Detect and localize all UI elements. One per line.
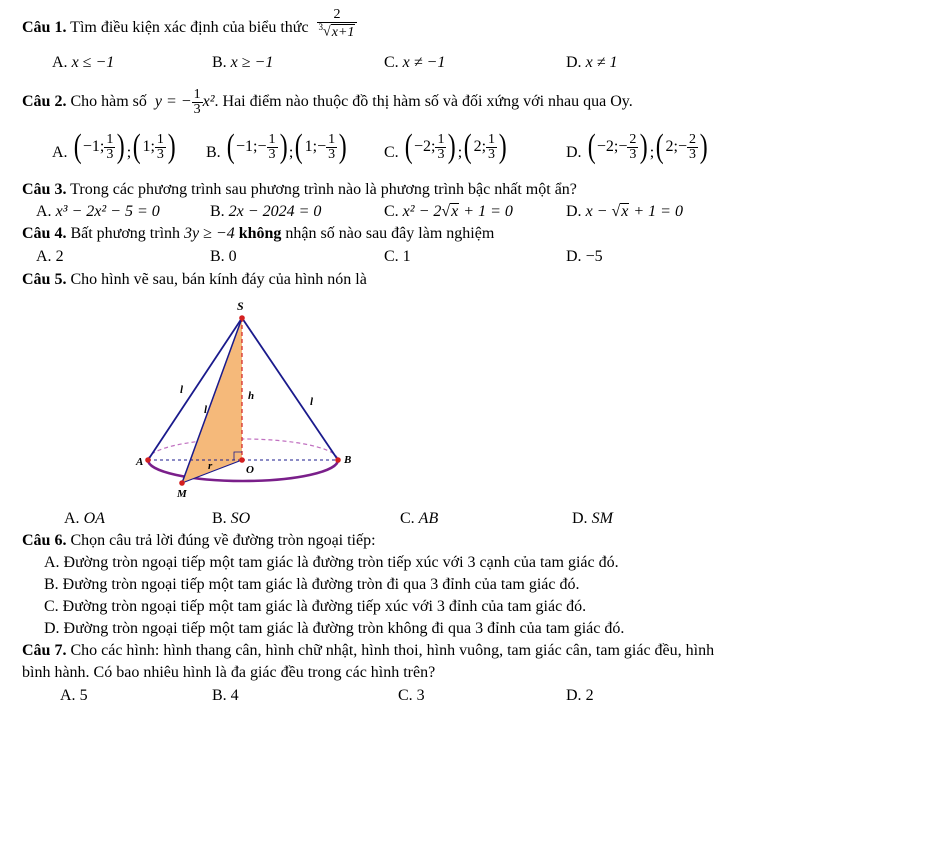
q1-fraction [317,8,358,41]
point-2: ( 2; − $\frac{2}{3}$ ) [655,128,708,165]
q4-option-d[interactable] [566,247,603,267]
point-1: ( −2; − $\frac{2}{3}$ ) [587,128,649,165]
label-l-mid: l [204,404,208,416]
label-h: h [248,390,255,402]
option-text: SM [591,510,613,527]
point-a [145,457,151,463]
frac-num: 1 [437,131,445,147]
frac-den: 3 [688,146,696,162]
q4-ineq: 3y ≥ −4 [184,225,235,242]
q4-label: Câu 4. [22,225,67,242]
q1-option-d[interactable] [566,53,617,73]
option-text: x ≤ −1 [71,54,115,71]
option-radicand: x [451,203,459,220]
label-s: S [237,299,244,313]
option-radicand: x [621,203,629,220]
label-b: B [344,454,352,466]
option-letter: A. [52,144,68,161]
option-text: x ≠ 1 [585,54,618,71]
option-text: x ≠ −1 [402,54,446,71]
q3-label: Câu 3. [22,181,67,198]
q1-root-index: 3 [318,22,324,32]
label-a: A [136,456,144,468]
option-letter: B. [212,510,227,527]
sign: − [618,138,628,155]
option-letter: D. [566,248,582,265]
q2-func-lhs: y = − [154,93,192,111]
coord-x: 2; [473,138,487,155]
option-text: 2x − 2024 = 0 [228,203,322,220]
option-letter: D. [572,510,588,527]
q1-label: Câu 1. [22,19,67,36]
q5-option-c[interactable] [400,509,438,529]
q3-text: Trong các phương trình sau phương trình nào là phương trình bậc nhất một ẩn? [70,181,577,198]
coord-x: 1; [142,138,155,155]
q7-option-d[interactable] [566,686,594,706]
q5-text: Cho hình vẽ sau, bán kính đáy của hình nón là [70,271,367,288]
option-pre: x − [585,203,612,220]
q7-line1: Cho các hình: hình thang cân, hình chữ nhật, hình thoi, hình vuông, tam giác cân, tam giác đều, hình [70,642,715,659]
point-1: ( −2; $\frac{1}{3}$ ) [404,128,457,165]
option-text: OA [83,510,105,527]
cone-base-back [148,439,338,460]
option-post: + 1 = 0 [629,203,683,220]
point-s [239,315,245,321]
point-o [239,457,245,463]
option-letter: B. [212,687,227,704]
option-letter: D. [566,54,582,71]
q2-text-before: Cho hàm số [70,93,147,111]
q4-option-b[interactable] [210,247,237,267]
option-letter: A. [64,510,80,527]
point-1: ( −1; − $\frac{1}{3}$ ) [226,128,288,165]
point-b [335,457,341,463]
coord-x: −2; [596,138,619,155]
frac-den: 3 [156,146,164,162]
cone-base-front [148,460,338,481]
q2-option-c[interactable] [384,128,508,165]
q6-option-b[interactable]: B. Đường tròn ngoại tiếp một tam giác là đường tròn đi qua 3 đỉnh của tam giác đó. [44,576,580,593]
point-1: ( −1; $\frac{1}{3}$ ) [73,128,125,165]
q5-option-a[interactable] [64,509,105,529]
q2-func-rhs: x² [202,93,215,111]
sign: − [257,138,267,155]
q5-stem [22,270,367,290]
frac-den: 3 [629,146,637,162]
label-r: r [208,460,213,472]
q5-option-b[interactable] [212,509,250,529]
coord-x: −1; [82,138,105,155]
option-text: 4 [230,687,239,704]
q1-option-c[interactable] [384,53,445,73]
option-text: 1 [402,248,411,265]
sign: − [317,138,327,155]
q2-option-a[interactable] [52,128,177,165]
q3-option-a[interactable] [36,202,160,222]
q4-option-a[interactable] [36,247,64,267]
q4-stem [22,224,494,244]
separator: ; [288,144,294,161]
q4-text-before: Bất phương trình [70,225,181,242]
option-text: x ≥ −1 [230,54,274,71]
coord-x: −2; [414,138,436,155]
label-m: M [177,488,187,500]
q6-stem [22,531,376,551]
option-letter: A. [36,248,52,265]
q2-label: Câu 2. [22,93,67,111]
q3-stem [22,180,577,200]
q7-option-a[interactable] [60,686,88,706]
separator: ; [457,144,463,161]
frac-num: 1 [488,131,496,147]
point-m [179,480,185,486]
q1-option-b[interactable] [212,53,273,73]
sign: − [677,138,687,155]
option-letter: B. [212,54,227,71]
option-letter: C. [398,687,413,704]
option-pre: x² − 2 [402,203,442,220]
option-text: 2 [585,687,594,704]
option-text: 5 [79,687,88,704]
q6-option-a[interactable]: A. Đường tròn ngoại tiếp một tam giác là đường tròn tiếp xúc với 3 cạnh của tam giác đó. [44,554,619,571]
option-text: AB [418,510,439,527]
option-letter: D. [566,203,582,220]
option-letter: C. [400,510,415,527]
option-letter: D. [566,687,582,704]
q7-label: Câu 7. [22,642,67,659]
point-2: ( 1; − $\frac{1}{3}$ ) [294,128,347,165]
option-letter: B. [210,203,225,220]
frac-num: 1 [268,131,276,147]
frac-den: 3 [488,146,496,162]
option-letter: A. [52,54,68,71]
q3-option-c[interactable]: C. x² − 2√x + 1 = 0 [384,203,513,220]
option-letter: C. [384,144,399,161]
q3-option-b[interactable] [210,202,321,222]
q5-label: Câu 5. [22,271,67,288]
frac-num: 1 [106,131,114,147]
option-text: x³ − 2x² − 5 = 0 [55,203,160,220]
coord-x: 2; [665,138,678,155]
q4-text-after: nhận số nào sau đây làm nghiệm [285,225,495,242]
q6-option-d[interactable]: D. Đường tròn ngoại tiếp một tam giác là đường tròn không đi qua 3 đỉnh của tam giác đó. [44,620,625,637]
q1-frac-den: $^3$√x+1 [318,22,355,40]
frac-den: 3 [106,146,114,162]
option-text: −5 [585,248,603,265]
point-2: ( 1; $\frac{1}{3}$ ) [132,128,176,165]
frac-den: 3 [328,146,336,162]
q6-option-c[interactable]: C. Đường tròn ngoại tiếp một tam giác là đường tiếp xúc với 3 đỉnh của tam giác đó. [44,598,587,615]
option-text: 3 [416,687,425,704]
option-post: + 1 = 0 [459,203,513,220]
q7-stem-line2: bình hành. Có bao nhiêu hình là đa giác đều trong các hình trên? [22,664,436,681]
q2-text-after: . Hai điểm nào thuộc đồ thị hàm số và đối xứng với nhau qua Oy. [214,93,633,111]
q4-option-c[interactable] [384,247,411,267]
q2-func-frac [192,88,203,117]
option-letter: C. [384,248,399,265]
frac-num: 2 [629,131,637,147]
q2-option-d[interactable] [566,128,709,165]
separator: ; [649,144,655,161]
q7-option-c[interactable] [398,686,425,706]
frac-den: 3 [437,146,445,162]
q1-text: Tìm điều kiện xác định của biểu thức [70,19,309,36]
q1-frac-num: 2 [317,8,358,23]
q1-radicand: x+1 [331,24,355,40]
coord-x: −1; [236,138,258,155]
q5-option-d[interactable] [572,509,613,529]
separator: ; [126,144,132,161]
point-2: ( 2; $\frac{1}{3}$ ) [463,128,507,165]
option-letter: D. [566,144,582,161]
frac-num: 1 [193,87,201,102]
frac-den: 3 [268,146,276,162]
frac-den: 3 [193,102,201,117]
label-l-right: l [310,396,314,408]
q7-stem-line1 [22,641,714,661]
option-letter: B. [206,144,221,161]
q4-bold-word: không [238,225,282,242]
option-text: SO [230,510,251,527]
frac-num: 2 [688,131,696,147]
q6-label: Câu 6. [22,532,67,549]
label-l-left: l [180,384,184,396]
cone-figure [120,292,370,502]
q6-text: Chọn câu trả lời đúng về đường tròn ngoại tiếp: [70,532,376,549]
q2-stem [22,88,633,117]
frac-num: 1 [156,131,164,147]
option-text: 2 [55,248,64,265]
option-letter: A. [60,687,76,704]
option-letter: C. [384,54,399,71]
option-letter: A. [36,203,52,220]
option-letter: B. [210,248,225,265]
q3-option-d[interactable]: D. x − √x + 1 = 0 [566,203,683,220]
q7-option-b[interactable] [212,686,239,706]
frac-num: 1 [328,131,336,147]
q1-stem [22,7,357,45]
coord-x: 1; [304,138,318,155]
q2-option-b[interactable] [206,128,348,165]
q1-option-a[interactable] [52,53,114,73]
label-o: O [246,464,254,476]
option-text: 0 [228,248,237,265]
option-letter: C. [384,203,399,220]
